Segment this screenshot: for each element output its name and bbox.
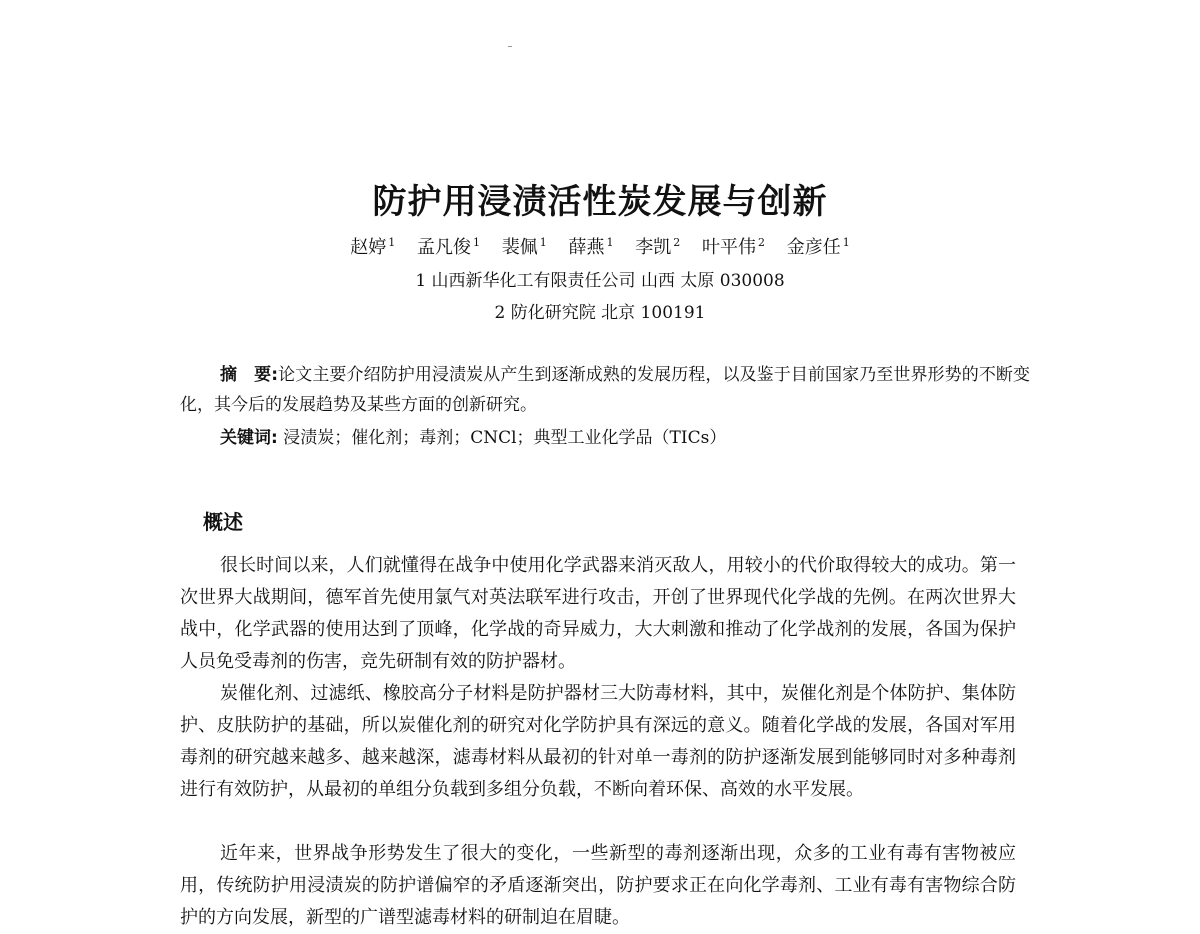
author-affil-mark: 1 <box>606 236 614 249</box>
affiliation-2: 2 防化研究院 北京 100191 <box>494 303 706 323</box>
author-name: 金彦任 <box>786 237 841 258</box>
author-affil-mark: 1 <box>473 236 481 249</box>
keywords-label: 关键词: <box>220 428 278 448</box>
author <box>787 237 850 258</box>
author-affil-mark: 2 <box>673 236 681 249</box>
scan-speck <box>508 46 512 47</box>
author-name: 李凯 <box>635 237 672 258</box>
author-name: 赵婷 <box>350 237 387 258</box>
author <box>569 237 614 258</box>
author-affil-mark: 2 <box>757 236 765 249</box>
body-paragraph: 炭催化剂、过滤纸、橡胶高分子材料是防护器材三大防毒材料，其中，炭催化剂是个体防护、集体防护、皮肤防护的基础，所以炭催化剂的研究对化学防护具有深远的意义。随着化学战的发展，各国对军用毒剂的研究越来越多、越来越深，滤毒材料从最初的针对单一毒剂的防护逐渐发展到能够同时对多种毒剂进行有效防护，从最初的单组分负载到多组分负载，不断向着环保、高效的水平发展。 <box>180 683 1016 800</box>
keywords-text: 浸渍炭；催化剂；毒剂；CNCl；典型工业化学品（TICs） <box>283 428 727 448</box>
body-paragraph: 很长时间以来，人们就懂得在战争中使用化学武器来消灭敌人，用较小的代价取得较大的成功。第一次世界大战期间，德军首先使用氯气对英法联军进行攻击，开创了世界现代化学战的先例。在两次世界大战中，化学武器的使用达到了顶峰，化学战的奇异威力，大大刺激和推动了化学战剂的发展，各国为保护人员免受毒剂的伤害，竞先研制有效的防护器材。 <box>180 555 1016 672</box>
author <box>417 237 480 258</box>
author-name: 孟凡俊 <box>417 237 472 258</box>
author <box>635 237 680 258</box>
author-name: 薛燕 <box>568 237 605 258</box>
author-affil-mark: 1 <box>539 236 547 249</box>
author-affil-mark: 1 <box>842 236 850 249</box>
author-list <box>0 233 1200 259</box>
affiliation-1: 1 山西新华化工有限责任公司 山西 太原 030008 <box>415 271 785 291</box>
author-name: 叶平伟 <box>701 237 756 258</box>
paper-title: 防护用浸渍活性炭发展与创新 <box>372 182 828 222</box>
author-name: 裴佩 <box>501 237 538 258</box>
author <box>502 237 547 258</box>
author-affil-mark: 1 <box>388 236 396 249</box>
author <box>350 237 395 258</box>
author <box>702 237 765 258</box>
abstract-label: 摘 要: <box>220 365 279 385</box>
section-heading: 概述 <box>203 510 243 534</box>
abstract <box>180 360 1030 420</box>
body-paragraph: 近年来，世界战争形势发生了很大的变化，一些新型的毒剂逐渐出现，众多的工业有毒有害物被应用，传统防护用浸渍炭的防护谱偏窄的矛盾逐渐突出，防护要求正在向化学毒剂、工业有毒有害物综合防护的方向发展，新型的广谱型滤毒材料的研制迫在眉睫。 <box>180 843 1016 928</box>
keywords <box>220 423 1030 453</box>
abstract-text: 论文主要介绍防护用浸渍炭从产生到逐渐成熟的发展历程，以及鉴于目前国家乃至世界形势的不断变化，其今后的发展趋势及某些方面的创新研究。 <box>180 365 1030 415</box>
